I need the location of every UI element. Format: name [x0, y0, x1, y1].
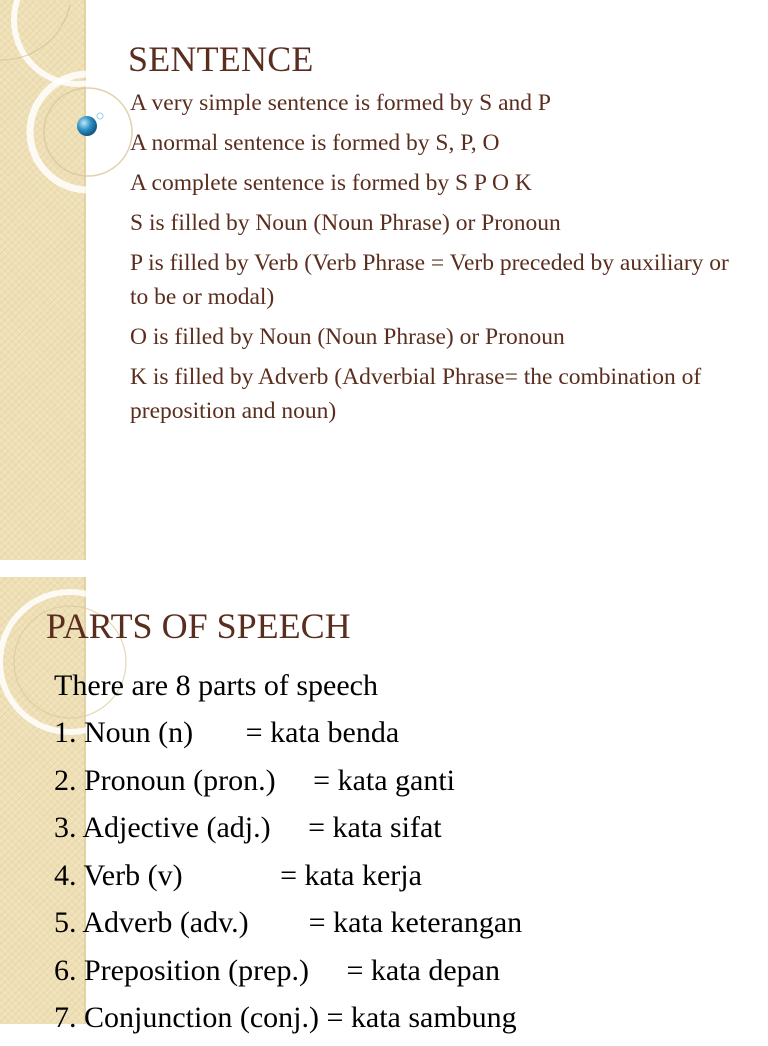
list-item: 7. Conjunction (conj.) = kata sambung — [54, 1001, 517, 1034]
bullet-item: A complete sentence is formed by S P O K — [130, 170, 532, 196]
list-item: 2. Pronoun (pron.) = kata ganti — [54, 763, 456, 797]
sentence-bullet-list — [130, 86, 730, 434]
bullet-item: A normal sentence is formed by S, P, O — [130, 130, 500, 156]
intro-text: There are 8 parts of speech — [54, 669, 378, 702]
list-item: 6. Preposition (prep.) = kata depan — [54, 953, 500, 987]
parts-of-speech-list — [54, 713, 522, 1046]
list-item: 5. Adverb (adv.) = kata keterangan — [54, 906, 523, 939]
bullet-item: K is filled by Adverb (Adverbial Phrase= the combination of preposition and noun) — [130, 364, 702, 424]
list-item: 4. Verb (v) = kata kerja — [54, 858, 422, 892]
list-item: 3. Adjective (adj.) = kata sifat — [54, 811, 442, 844]
bullet-item: O is filled by Noun (Noun Phrase) or Pronoun — [130, 324, 565, 350]
decorative-rings-icon — [0, 0, 140, 260]
bullet-item: A very simple sentence is formed by S and P — [130, 90, 551, 116]
bullet-item: P is filled by Verb (Verb Phrase = Verb preceded by auxiliary or to be or modal) — [130, 250, 729, 310]
slide-title: SENTENCE — [128, 39, 314, 79]
slide-divider — [0, 560, 768, 577]
slide-title: PARTS OF SPEECH — [46, 606, 351, 646]
blue-ball-bullet-icon — [74, 110, 108, 144]
bullet-item: S is filled by Noun (Noun Phrase) or Pronoun — [130, 210, 561, 236]
list-item: 1. Noun (n) = kata benda — [54, 716, 400, 749]
